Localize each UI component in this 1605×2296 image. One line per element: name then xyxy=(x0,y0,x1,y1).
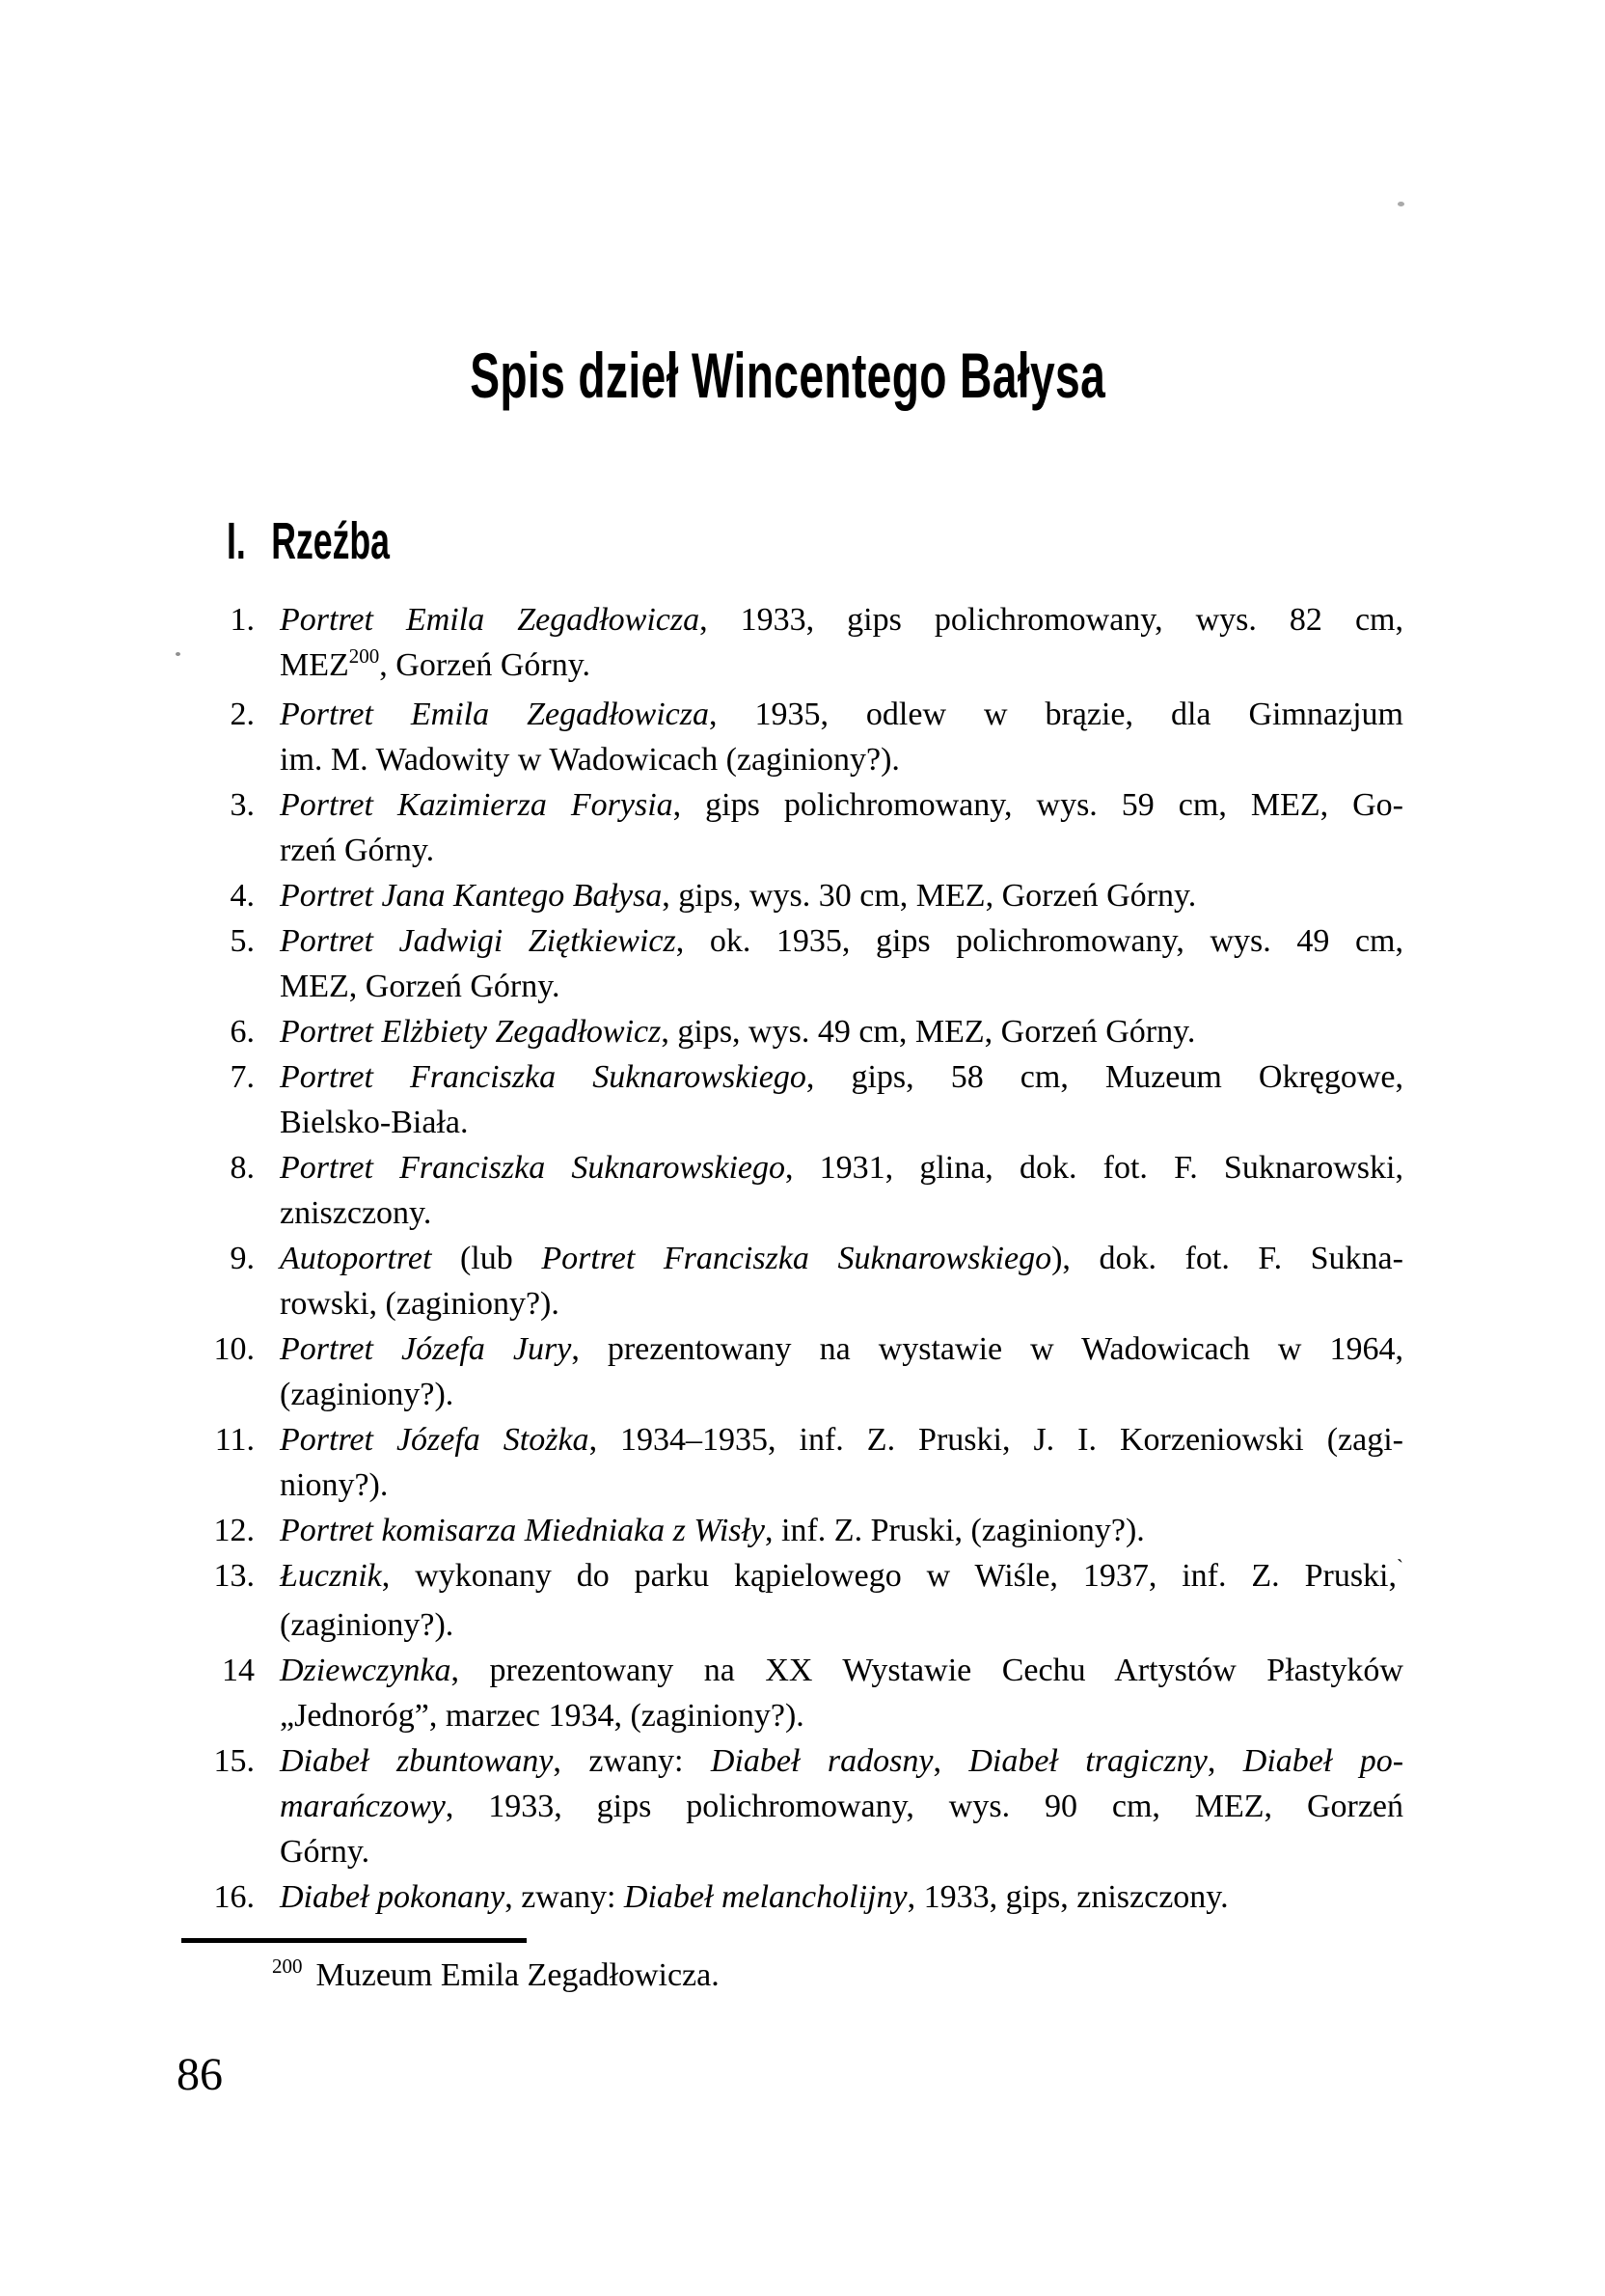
text-run: (zaginiony?). xyxy=(280,1607,454,1643)
list-item-line xyxy=(280,1054,1403,1100)
list-item-line xyxy=(280,1553,1403,1602)
text-run: Diabeł melancholijny xyxy=(623,1879,908,1915)
list-item xyxy=(174,1874,1403,1920)
text-run: Portret Emila Zegadłowicza xyxy=(280,697,709,732)
footnote-text: Muzeum Emila Zegadłowicza. xyxy=(315,1957,720,1993)
list-item-text xyxy=(280,1553,1403,1648)
list-item-line xyxy=(280,1738,1403,1784)
list-item-text xyxy=(280,1417,1403,1508)
list-item-line xyxy=(280,828,1403,873)
list-item xyxy=(174,1508,1403,1553)
text-run: , xyxy=(933,1743,969,1779)
list-item-line xyxy=(280,1281,1403,1326)
footnote-marker: 200 xyxy=(272,1954,303,1978)
text-run: , 1931, glina, dok. fot. F. Suknarowski, xyxy=(784,1150,1403,1186)
text-run: , xyxy=(1207,1743,1243,1779)
list-item xyxy=(174,1326,1403,1417)
list-item-text xyxy=(280,597,1403,692)
text-run: , prezentowany na XX Wystawie Cechu Artystów Płastyków xyxy=(450,1653,1403,1688)
text-run: Portret Franciszka Suknarowskiego xyxy=(280,1150,785,1186)
list-item-line xyxy=(280,1190,1403,1236)
text-run: , inf. Z. Pruski, (zaginiony?). xyxy=(765,1513,1145,1548)
list-item-line xyxy=(280,873,1403,918)
list-item-line xyxy=(280,1784,1403,1829)
list-item-number: 16. xyxy=(213,1879,255,1915)
list-item-line xyxy=(280,1508,1403,1553)
list-item-line xyxy=(280,1462,1403,1508)
list-item xyxy=(174,692,1403,782)
list-item-text xyxy=(280,1326,1403,1417)
text-run: Portret Jana Kantego Bałysa xyxy=(280,878,663,914)
list-item-text xyxy=(280,1648,1403,1738)
list-item-number: 12. xyxy=(213,1513,255,1548)
text-run: im. M. Wadowity w Wadowicach (zaginiony?). xyxy=(280,742,900,778)
scan-speck xyxy=(176,652,180,656)
list-item-line xyxy=(280,1326,1403,1372)
page-title-text: Spis dzieł Wincentego Bałysa xyxy=(470,340,1106,411)
list-item-number: 15. xyxy=(213,1743,255,1779)
text-run: Łucznik xyxy=(280,1558,382,1594)
list-item xyxy=(174,597,1403,692)
list-item-text xyxy=(280,918,1403,1009)
text-run: , 1933, gips polichromowany, wys. 82 cm, xyxy=(699,602,1403,638)
text-run: Portret Franciszka Suknarowskiego xyxy=(280,1059,806,1095)
list-item-text xyxy=(280,1145,1403,1236)
text-run: Bielsko-Biała. xyxy=(280,1105,469,1140)
text-run: Dziewczynka xyxy=(280,1653,451,1688)
text-run: Diabeł tragiczny xyxy=(968,1743,1208,1779)
list-item-line xyxy=(280,964,1403,1009)
page-title xyxy=(0,340,1576,411)
list-item xyxy=(174,1648,1403,1738)
scan-speck xyxy=(1398,202,1404,206)
list-item-line xyxy=(280,1372,1403,1417)
list-item-number: 7. xyxy=(230,1059,255,1095)
list-item xyxy=(174,873,1403,918)
list-item-line xyxy=(280,1417,1403,1462)
text-run: , ok. 1935, gips polichromowany, wys. 49 cm, xyxy=(675,923,1403,959)
text-run: Portret Emila Zegadłowicza xyxy=(280,602,700,638)
list-item-line xyxy=(280,1648,1403,1693)
text-run: Diabeł pokonany xyxy=(280,1879,505,1915)
text-run: , wykonany do parku kąpielowego w Wiśle, 1937, inf. Z. Pruski, xyxy=(381,1558,1397,1594)
list-item-line xyxy=(280,1145,1403,1190)
text-run: , gips polichromowany, wys. 59 cm, MEZ, Go- xyxy=(672,787,1403,823)
list-item-text xyxy=(280,1738,1403,1874)
text-run: , prezentowany na wystawie w Wadowicach w 1964, xyxy=(571,1331,1403,1367)
list-item xyxy=(174,1553,1403,1648)
list-item xyxy=(174,1738,1403,1874)
list-item-line xyxy=(280,1602,1403,1648)
page-number: 86 xyxy=(177,2049,223,2100)
text-run: , zwany: xyxy=(504,1879,624,1915)
list-item-line xyxy=(280,737,1403,782)
list-item-line xyxy=(280,597,1403,642)
text-run: zniszczony. xyxy=(280,1195,432,1231)
list-item-text xyxy=(280,782,1403,873)
list-item-line xyxy=(280,1693,1403,1738)
section-heading-label: Rzeźba xyxy=(271,512,391,570)
text-run: MEZ xyxy=(280,647,349,683)
list-item-text xyxy=(280,1054,1403,1145)
text-run: , zwany: xyxy=(553,1743,711,1779)
list-item-line xyxy=(280,1874,1403,1920)
list-item xyxy=(174,1236,1403,1326)
text-run: , 1933, gips, zniszczony. xyxy=(907,1879,1229,1915)
list-item-text xyxy=(280,1009,1403,1054)
list-item xyxy=(174,918,1403,1009)
text-run: 200 xyxy=(348,644,380,668)
text-run: Portret komisarza Miedniaka z Wisły xyxy=(280,1513,766,1548)
list-item-line xyxy=(280,782,1403,828)
list-item-text xyxy=(280,873,1403,918)
footnote-rule xyxy=(181,1938,527,1943)
list-item-line xyxy=(280,1236,1403,1281)
list-item-text xyxy=(280,1508,1403,1553)
footnote xyxy=(272,1954,720,2000)
text-run: Portret Józefa Stożka xyxy=(280,1422,589,1458)
list-item-line xyxy=(280,1829,1403,1874)
list-item xyxy=(174,1009,1403,1054)
list-item-text xyxy=(280,692,1403,782)
text-run: Autoportret xyxy=(280,1241,432,1276)
text-run: , gips, wys. 30 cm, MEZ, Gorzeń Górny. xyxy=(662,878,1197,914)
list-item-number: 10. xyxy=(213,1331,255,1367)
section-heading-numeral: I. xyxy=(227,512,246,570)
text-run: „Jednoróg”, marzec 1934, (zaginiony?). xyxy=(280,1698,804,1734)
list-item xyxy=(174,1145,1403,1236)
text-run: marańczowy xyxy=(280,1789,446,1824)
list-item-text xyxy=(280,1236,1403,1326)
text-run: , 1933, gips polichromowany, wys. 90 cm, MEZ, Gorzeń xyxy=(445,1789,1403,1824)
text-run: Diabeł zbuntowany xyxy=(280,1743,554,1779)
text-run: ), dok. fot. F. Sukna- xyxy=(1051,1241,1403,1276)
list-item-number: 5. xyxy=(230,923,255,959)
list-item-line xyxy=(280,1009,1403,1054)
list-item xyxy=(174,1054,1403,1145)
text-run: rowski, (zaginiony?). xyxy=(280,1286,559,1322)
text-run: MEZ, Gorzeń Górny. xyxy=(280,969,560,1004)
text-run: Portret Józefa Jury xyxy=(280,1331,572,1367)
text-run: , 1935, odlew w brązie, dla Gimnazjum xyxy=(708,697,1403,732)
text-run: , gips, wys. 49 cm, MEZ, Gorzeń Górny. xyxy=(661,1014,1196,1050)
list-item-number: 13. xyxy=(213,1558,255,1594)
list-item xyxy=(174,1417,1403,1508)
text-run: niony?). xyxy=(280,1467,389,1503)
list-item-number: 3. xyxy=(230,787,255,823)
works-list xyxy=(174,597,1403,1920)
text-run: Portret Jadwigi Ziętkiewicz xyxy=(280,923,676,959)
list-item-number: 14 xyxy=(222,1653,255,1688)
text-run: Portret Franciszka Suknarowskiego xyxy=(541,1241,1052,1276)
text-run: , 1934–1935, inf. Z. Pruski, J. I. Korzeniowski (zagi- xyxy=(588,1422,1403,1458)
list-item-line xyxy=(280,1100,1403,1145)
list-item-number: 6. xyxy=(230,1014,255,1050)
text-run: ` xyxy=(1397,1555,1403,1578)
list-item-number: 4. xyxy=(230,878,255,914)
text-run: , Gorzeń Górny. xyxy=(379,647,591,683)
list-item-line xyxy=(280,692,1403,737)
list-item-number: 2. xyxy=(230,697,255,732)
list-item-number: 9. xyxy=(230,1241,255,1276)
text-run: Diabeł radosny xyxy=(710,1743,934,1779)
text-run: (zaginiony?). xyxy=(280,1377,454,1412)
list-item-number: 11. xyxy=(214,1422,255,1458)
text-run: Diabeł po- xyxy=(1242,1743,1404,1779)
text-run: rzeń Górny. xyxy=(280,833,435,868)
text-run: , gips, 58 cm, Muzeum Okręgowe, xyxy=(805,1059,1403,1095)
list-item-number: 8. xyxy=(230,1150,255,1186)
list-item-line xyxy=(280,918,1403,964)
list-item xyxy=(174,782,1403,873)
text-run: Portret Elżbiety Zegadłowicz xyxy=(280,1014,662,1050)
list-item-text xyxy=(280,1874,1403,1920)
list-item-number: 1. xyxy=(230,602,255,638)
section-heading xyxy=(227,512,391,570)
list-item-line xyxy=(280,642,1403,692)
text-run: (lub xyxy=(431,1241,542,1276)
text-run: Portret Kazimierza Forysia xyxy=(280,787,673,823)
text-run: Górny. xyxy=(280,1834,370,1870)
